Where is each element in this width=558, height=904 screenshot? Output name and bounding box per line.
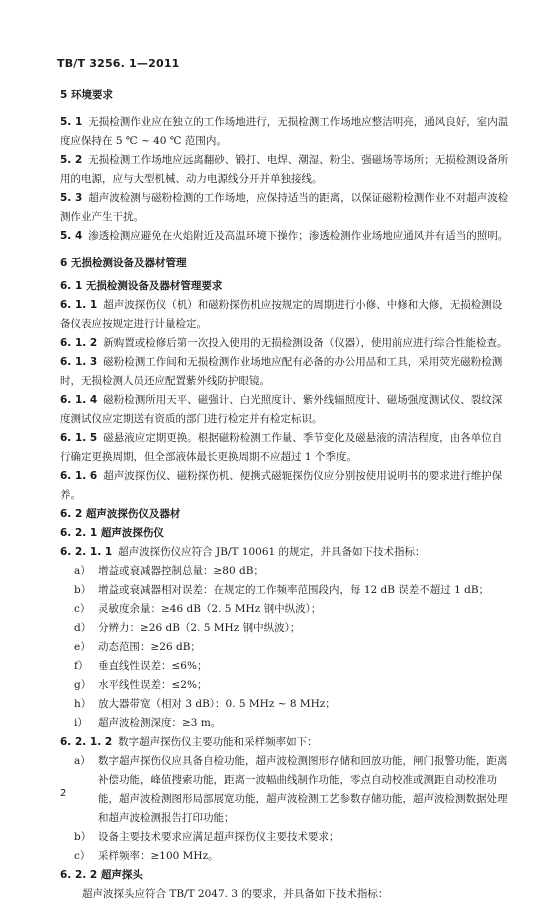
list-item: g） 水平线性误差：≤2%； — [74, 679, 208, 691]
list-item: i） 超声波检测深度：≥3 m。 — [74, 717, 222, 729]
list-item: c） 灵敏度余量：≥46 dB（2. 5 MHz 钢中纵波）； — [74, 603, 322, 615]
clause-6-1-6: 6. 1. 6 超声波探伤仪、磁粉探伤机、便携式磁轭探伤仪应分别按使用说明书的要求进行维护保养。 — [60, 470, 503, 501]
clause-6-1-4: 6. 1. 4 磁粉检测所用天平、磁强计、白光照度计、紫外线辐照度计、磁场强度测试仪、裂纹深度测试仪应定期送有资质的部门进行检定并有检定标识。 — [60, 394, 503, 425]
list-item: b） 设备主要技术要求应满足超声探伤仪主要技术要求； — [74, 831, 340, 843]
list-item: d） 分辨力：≥26 dB（2. 5 MHz 钢中纵波）； — [74, 622, 301, 634]
list-item: a） 增益或衰减器控制总量：≥80 dB； — [74, 565, 264, 577]
spec-list-2 — [60, 752, 512, 866]
clause-5-4: 5. 4 渗透检测应避免在火焰附近及高温环境下操作；渗透检测作业场地应通风并有适当的照明。 — [60, 230, 509, 242]
section-6-2-title: 6. 2 超声波探伤仪及器材 — [60, 508, 181, 520]
section-5-title: 5 环境要求 — [60, 89, 113, 101]
list-item: h） 放大器带宽（相对 3 dB）：0. 5 MHz ~ 8 MHz； — [74, 698, 336, 710]
document-body — [60, 86, 512, 904]
clause-6-1-2: 6. 1. 2 新购置或检修后第一次投入使用的无损检测设备（仪器），使用前应进行综合性能检查。 — [60, 337, 508, 349]
clause-6-1-3: 6. 1. 3 磁粉检测工作间和无损检测作业场地应配有必备的办公用品和工具，采用荧光磁粉检测时，无损检测人员还应配置紫外线防护眼镜。 — [60, 356, 503, 387]
clause-5-2: 5. 2 无损检测工作场地应远离翻砂、锻打、电焊、潮湿、粉尘、强磁场等场所；无损检测设备所用的电源，应与大型机械、动力电源线分开并单独接线。 — [60, 154, 509, 185]
clause-6-1-5: 6. 1. 5 磁悬液应定期更换。根据磁粉检测工作量、季节变化及磁悬液的清洁程度，由各单位自行确定更换周期，但全部液体最长更换周期不应超过 1 个季度。 — [60, 432, 503, 463]
list-item: b） 增益或衰减器相对误差：在规定的工作频率范围段内，每 12 dB 误差不超过 1 dB； — [74, 584, 490, 596]
list-item: c） 采样频率：≥100 MHz。 — [74, 850, 219, 862]
clause-5-3: 5. 3 超声波检测与磁粉检测的工作场地，应保持适当的距离，以保证磁粉检测作业不对超声波检测作业产生干扰。 — [60, 192, 509, 223]
clause-5-1: 5. 1 无损检测作业应在独立的工作场地进行，无损检测工作场地应整洁明亮，通风良好，室内温度应保持在 5 ℃ ~ 40 ℃ 范围内。 — [60, 116, 509, 147]
list-item: f） 垂直线性误差：≤6%； — [74, 660, 208, 672]
clause-6-2-1-1: 6. 2. 1. 1 超声波探伤仪应符合 JB/T 10061 的规定，并具备如下技术指标： — [60, 546, 426, 558]
spec-list-1 — [60, 562, 512, 733]
section-6-2-2-title: 6. 2. 2 超声探头 — [60, 869, 143, 881]
page-number: 2 — [60, 788, 67, 799]
clause-6-1-1: 6. 1. 1 超声波探伤仪（机）和磁粉探伤机应按规定的周期进行小修、中修和大修，无损检测设备仪表应按规定进行计量检定。 — [60, 299, 503, 330]
list-item: e） 动态范围：≥26 dB； — [74, 641, 201, 653]
section-6-title: 6 无损检测设备及器材管理 — [60, 257, 187, 269]
clause-6-2-2: 超声波探头应符合 TB/T 2047. 3 的要求，并具备如下技术指标： — [82, 888, 389, 900]
clause-6-2-1-2: 6. 2. 1. 2 数字超声探伤仪主要功能和采样频率如下： — [60, 736, 318, 748]
section-6-1-title: 6. 1 无损检测设备及器材管理要求 — [60, 280, 223, 292]
standard-code-header: TB/T 3256. 1—2011 — [57, 57, 180, 70]
list-item: a） 数字超声探伤仪应具备自检功能，超声波检测图形存储和回放功能，闸门报警功能，距离补偿功能，峰值搜索功能，距离一波幅曲线制作功能，零点自动校准或测距自动校准功能，超声波检测图形局部展宽功能，超声波检测工艺参数存储功能，超声波检测数据处理和超声波检测报告打印功能； — [74, 755, 508, 824]
section-6-2-1-title: 6. 2. 1 超声波探伤仪 — [60, 527, 164, 539]
